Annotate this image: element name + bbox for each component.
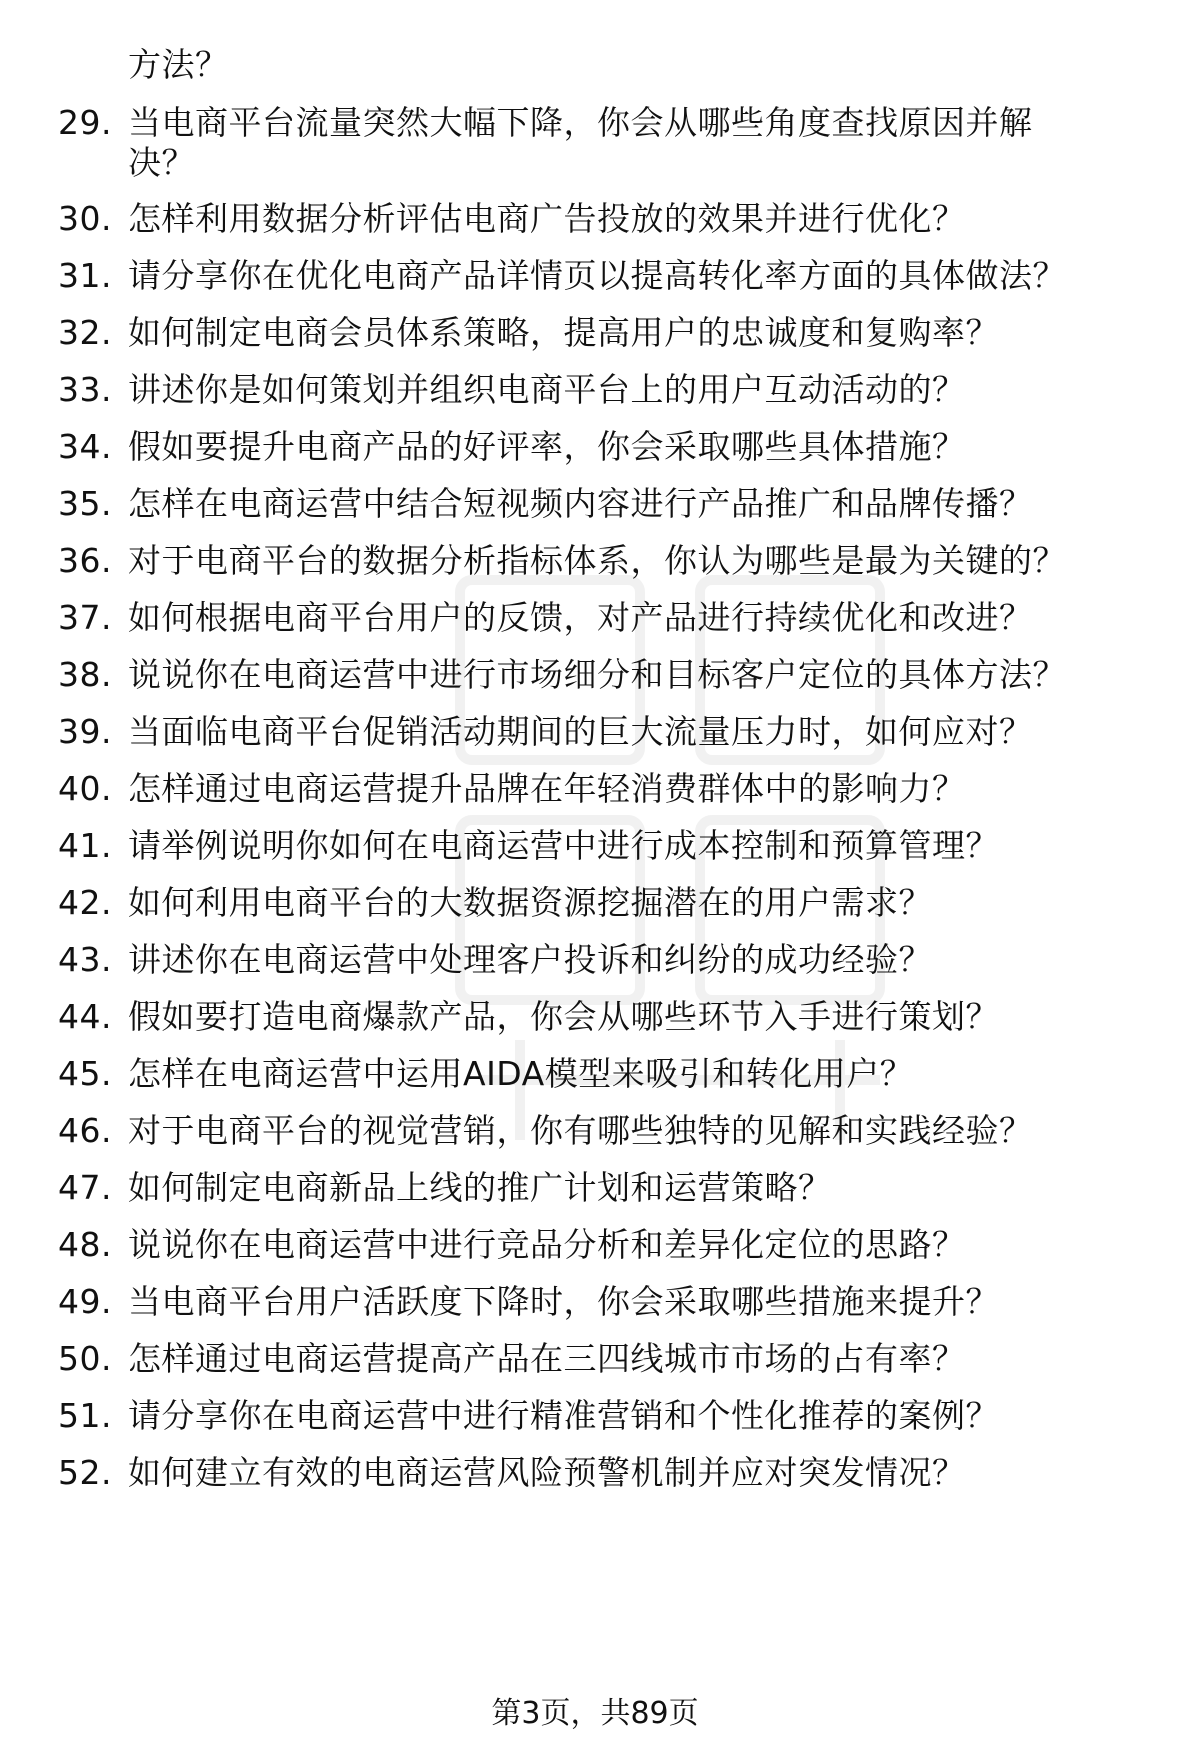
- item-number: 31.: [58, 256, 112, 295]
- item-text: 怎样通过电商运营提高产品在三四线城市市场的占有率？: [128, 1339, 966, 1378]
- item-text: 如何制定电商新品上线的推广计划和运营策略？: [128, 1168, 832, 1207]
- item-text-continuation: 决？: [128, 143, 195, 182]
- item-text: 如何根据电商平台用户的反馈，对产品进行持续优化和改进？: [128, 598, 1033, 637]
- item-number: 51.: [58, 1396, 112, 1435]
- item-number: 52.: [58, 1453, 112, 1492]
- item-number: 30.: [58, 199, 112, 238]
- item-number: 41.: [58, 826, 112, 865]
- item-number: 50.: [58, 1339, 112, 1378]
- item-text: 请分享你在电商运营中进行精准营销和个性化推荐的案例？: [128, 1396, 999, 1435]
- item-number: 45.: [58, 1054, 112, 1093]
- item-number: 29.: [58, 103, 112, 142]
- page-footer: 第3页，共89页: [491, 1696, 699, 1731]
- item-text: 对于电商平台的视觉营销，你有哪些独特的见解和实践经验？: [128, 1111, 1033, 1150]
- item-number: 32.: [58, 313, 112, 352]
- item-text: 怎样在电商运营中结合短视频内容进行产品推广和品牌传播？: [128, 484, 1033, 523]
- item-text: 如何制定电商会员体系策略，提高用户的忠诚度和复购率？: [128, 313, 999, 352]
- item-text: 讲述你在电商运营中处理客户投诉和纠纷的成功经验？: [128, 940, 932, 979]
- item-number: 39.: [58, 712, 112, 751]
- item-number: 48.: [58, 1225, 112, 1264]
- item-number: 38.: [58, 655, 112, 694]
- item-text: 请举例说明你如何在电商运营中进行成本控制和预算管理？: [128, 826, 999, 865]
- item-text: 怎样利用数据分析评估电商广告投放的效果并进行优化？: [128, 199, 966, 238]
- item-text: 说说你在电商运营中进行竞品分析和差异化定位的思路？: [128, 1225, 966, 1264]
- item-text: 当面临电商平台促销活动期间的巨大流量压力时，如何应对？: [128, 712, 1033, 751]
- item-number: 34.: [58, 427, 112, 466]
- item-number: 37.: [58, 598, 112, 637]
- item-number: 46.: [58, 1111, 112, 1150]
- item-number: 44.: [58, 997, 112, 1036]
- item-text: 如何利用电商平台的大数据资源挖掘潜在的用户需求？: [128, 883, 932, 922]
- item-number: 33.: [58, 370, 112, 409]
- item-number: 49.: [58, 1282, 112, 1321]
- item-number: 43.: [58, 940, 112, 979]
- continuation-text: 方法？: [128, 45, 229, 84]
- item-number: 35.: [58, 484, 112, 523]
- item-number: 47.: [58, 1168, 112, 1207]
- item-text: 如何建立有效的电商运营风险预警机制并应对突发情况？: [128, 1453, 966, 1492]
- item-text: 请分享你在优化电商产品详情页以提高转化率方面的具体做法？: [128, 256, 1066, 295]
- item-text: 假如要打造电商爆款产品，你会从哪些环节入手进行策划？: [128, 997, 999, 1036]
- item-text: 当电商平台用户活跃度下降时，你会采取哪些措施来提升？: [128, 1282, 999, 1321]
- item-text: 说说你在电商运营中进行市场细分和目标客户定位的具体方法？: [128, 655, 1066, 694]
- item-text: 当电商平台流量突然大幅下降，你会从哪些角度查找原因并解: [128, 103, 1033, 142]
- item-number: 42.: [58, 883, 112, 922]
- item-number: 36.: [58, 541, 112, 580]
- item-text: 怎样通过电商运营提升品牌在年轻消费群体中的影响力？: [128, 769, 966, 808]
- item-text: 怎样在电商运营中运用AIDA模型来吸引和转化用户？: [128, 1054, 914, 1093]
- item-number: 40.: [58, 769, 112, 808]
- item-text: 讲述你是如何策划并组织电商平台上的用户互动活动的？: [128, 370, 966, 409]
- item-text: 假如要提升电商产品的好评率，你会采取哪些具体措施？: [128, 427, 966, 466]
- item-text: 对于电商平台的数据分析指标体系，你认为哪些是最为关键的？: [128, 541, 1066, 580]
